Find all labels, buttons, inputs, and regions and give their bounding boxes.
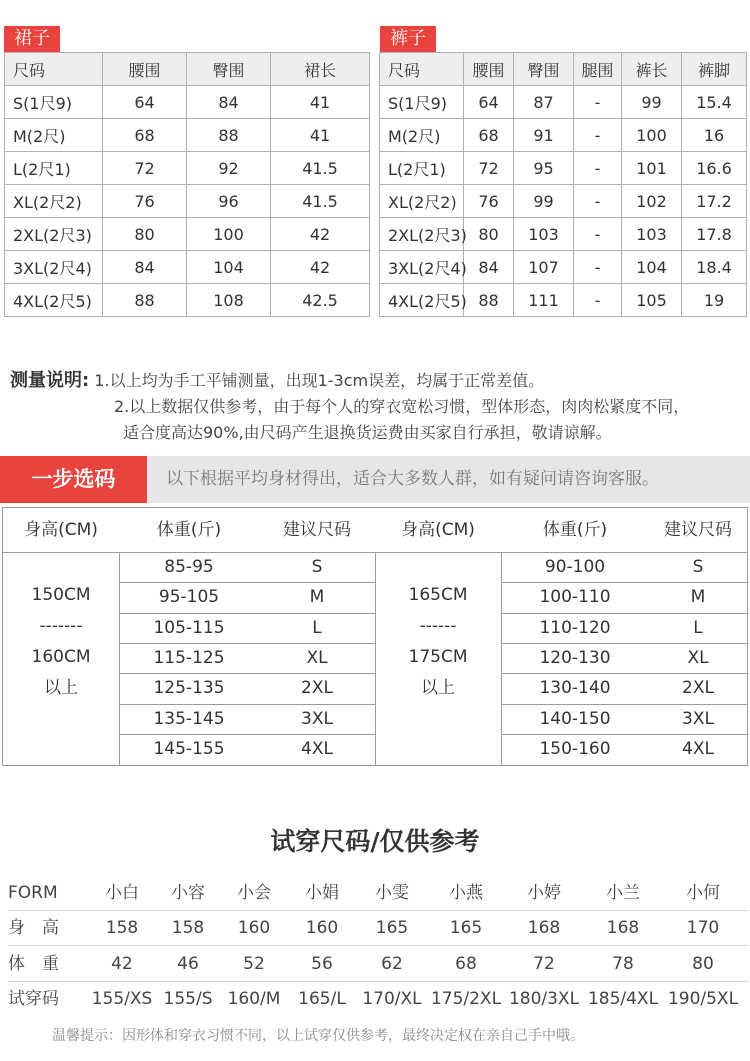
- measure-cell: 87: [514, 86, 574, 119]
- measure-cell: 103: [622, 218, 682, 251]
- tryon-row-label: 体 重: [8, 954, 59, 974]
- table-header-cell: 腰围: [103, 53, 187, 86]
- tryon-cell: 80: [692, 954, 714, 974]
- measure-cell: -: [574, 284, 622, 317]
- table-row: [5, 218, 370, 251]
- measure-cell: 100: [622, 119, 682, 152]
- row-divider: [119, 643, 375, 644]
- measure-cell: -: [574, 251, 622, 284]
- tryon-cell: 小兰: [606, 883, 640, 903]
- table-row: [380, 185, 747, 218]
- tryon-cell: 小会: [237, 883, 271, 903]
- height-line: ------: [419, 616, 457, 636]
- measure-cell: 88: [464, 284, 514, 317]
- measure-notes: [10, 368, 689, 446]
- weight-range-cell: 125-135: [153, 678, 225, 699]
- measure-cell: 64: [103, 86, 187, 119]
- measure-cell: 15.4: [682, 86, 747, 119]
- suggested-size-cell: XL: [687, 647, 709, 668]
- measure-cell: 104: [187, 251, 271, 284]
- tryon-cell: 165: [449, 918, 483, 938]
- measure-cell: -: [574, 218, 622, 251]
- rec-header-height-right: 身高(CM): [401, 520, 475, 540]
- measure-cell: 88: [103, 284, 187, 317]
- table-header-cell: 尺码: [380, 53, 464, 86]
- table-row: [5, 119, 370, 152]
- note-line-1: [10, 368, 689, 394]
- tryon-cell: 155/S: [163, 989, 213, 1009]
- size-label-cell: 2XL(2尺3): [380, 218, 464, 251]
- size-guide-banner: [0, 456, 750, 503]
- weight-range-cell: 120-130: [539, 647, 611, 668]
- skirt-table-body: [5, 53, 370, 317]
- tryon-cell: 165: [375, 918, 409, 938]
- table-header-cell: 腿围: [574, 53, 622, 86]
- suggested-size-cell: 2XL: [682, 678, 714, 699]
- tryon-cell: 52: [243, 954, 265, 974]
- measure-cell: 41.5: [271, 185, 370, 218]
- tryon-cell: 185/4XL: [587, 989, 659, 1009]
- tryon-cell: 小白: [105, 883, 139, 903]
- size-label-cell: L(2尺1): [380, 152, 464, 185]
- measure-cell: -: [574, 119, 622, 152]
- note-line-3: 适合度高达90%,由尺码产生退换货运费由买家自行承担，敬请谅解。: [123, 423, 612, 442]
- measure-cell: -: [574, 86, 622, 119]
- tryon-cell: 42: [111, 954, 133, 974]
- measure-cell: 84: [103, 251, 187, 284]
- tryon-cell: 170/XL: [362, 989, 422, 1009]
- skirt-size-table: [4, 52, 370, 317]
- size-label-cell: M(2尺): [5, 119, 103, 152]
- table-row: [380, 284, 747, 317]
- measure-cell: 42: [271, 218, 370, 251]
- table-header-row: [5, 53, 370, 86]
- measure-cell: 80: [103, 218, 187, 251]
- tryon-cell: 46: [177, 954, 199, 974]
- tryon-size-row: [8, 982, 748, 1016]
- measure-cell: 16: [682, 119, 747, 152]
- size-label-cell: XL(2尺2): [5, 185, 103, 218]
- measure-cell: 41.5: [271, 152, 370, 185]
- table-row: [380, 86, 747, 119]
- suggested-size-cell: S: [311, 557, 323, 577]
- tryon-cell: 168: [527, 918, 561, 938]
- size-guide-hint: 以下根据平均身材得出，适合大多数人群，如有疑问请咨询客服。: [166, 469, 659, 489]
- row-divider: [119, 673, 375, 674]
- rec-header-weight-right: 体重(斤): [542, 520, 608, 540]
- weight-range-cell: 85-95: [164, 557, 214, 577]
- suggested-size-cell: XL: [306, 647, 328, 668]
- row-divider: [501, 734, 747, 735]
- pants-table-body: [380, 53, 747, 317]
- measure-cell: 111: [514, 284, 574, 317]
- measure-cell: 103: [514, 218, 574, 251]
- measure-cell: 80: [464, 218, 514, 251]
- height-line: 150CM: [31, 585, 91, 605]
- size-label-cell: 4XL(2尺5): [5, 284, 103, 317]
- tryon-row-label: 试穿码: [8, 989, 59, 1009]
- table-header-cell: 腰围: [464, 53, 514, 86]
- size-label-cell: 2XL(2尺3): [5, 218, 103, 251]
- size-recommendation-table: [2, 507, 748, 766]
- rec-height-group-left: [3, 580, 119, 704]
- tryon-cell: 小何: [686, 883, 720, 903]
- measure-cell: 16.6: [682, 152, 747, 185]
- measure-cell: 42: [271, 251, 370, 284]
- size-label-cell: S(1尺9): [5, 86, 103, 119]
- height-line: 以上: [421, 678, 455, 698]
- row-divider: [501, 673, 747, 674]
- measure-cell: 17.8: [682, 218, 747, 251]
- row-divider: [501, 643, 747, 644]
- measure-cell: 100: [187, 218, 271, 251]
- tryon-cell: 小婷: [527, 883, 561, 903]
- tryon-height-row: [8, 911, 748, 945]
- measure-cell: 41: [271, 119, 370, 152]
- table-row: [380, 119, 747, 152]
- suggested-size-cell: M: [690, 587, 706, 608]
- table-row: [5, 251, 370, 284]
- tryon-cell: 160: [237, 918, 271, 938]
- measure-cell: 95: [514, 152, 574, 185]
- measure-cell: 99: [514, 185, 574, 218]
- measure-cell: 68: [464, 119, 514, 152]
- weight-range-cell: 95-105: [158, 587, 220, 608]
- suggested-size-cell: L: [693, 617, 703, 638]
- table-row: [5, 284, 370, 317]
- tryon-title: 试穿尺码/仅供参考: [270, 827, 480, 856]
- height-line: 165CM: [408, 585, 468, 605]
- tryon-cell: 155/XS: [91, 989, 153, 1009]
- pants-tag: 裤子: [380, 26, 436, 52]
- weight-range-cell: 145-155: [153, 738, 225, 759]
- measure-cell: 107: [514, 251, 574, 284]
- measure-cell: 84: [187, 86, 271, 119]
- measure-cell: 41: [271, 86, 370, 119]
- size-label-cell: 3XL(2尺4): [5, 251, 103, 284]
- weight-range-cell: 115-125: [153, 647, 225, 668]
- rec-header-size-left: 建议尺码: [283, 520, 351, 540]
- tryon-header-row: [8, 876, 748, 910]
- tryon-cell: 小容: [171, 883, 205, 903]
- suggested-size-cell: 4XL: [301, 738, 333, 759]
- weight-range-cell: 150-160: [539, 738, 611, 759]
- size-label-cell: 3XL(2尺4): [380, 251, 464, 284]
- measure-cell: 42.5: [271, 284, 370, 317]
- size-label-cell: XL(2尺2): [380, 185, 464, 218]
- row-divider: [119, 734, 375, 735]
- tryon-cell: 小雯: [375, 883, 409, 903]
- tryon-row-divider: [8, 945, 748, 946]
- suggested-size-cell: 3XL: [301, 708, 333, 729]
- weight-range-cell: 140-150: [539, 708, 611, 729]
- tryon-cell: 160: [305, 918, 339, 938]
- measure-cell: 91: [514, 119, 574, 152]
- size-label-cell: S(1尺9): [380, 86, 464, 119]
- skirt-tag: 裙子: [4, 26, 60, 52]
- measure-cell: 96: [187, 185, 271, 218]
- weight-range-cell: 105-115: [153, 617, 225, 638]
- rec-header-height-left: 身高(CM): [24, 520, 98, 540]
- tryon-cell: 180/3XL: [508, 989, 580, 1009]
- note-text-1: 1.以上均为手工平铺测量，出现1-3cm误差，均属于正常差值。: [94, 371, 545, 390]
- height-line: 以上: [44, 678, 78, 698]
- size-label-cell: L(2尺1): [5, 152, 103, 185]
- weight-range-cell: 130-140: [539, 678, 611, 699]
- row-divider: [501, 582, 747, 583]
- weight-range-cell: 100-110: [539, 587, 611, 608]
- suggested-size-cell: L: [312, 617, 322, 638]
- tryon-footnote: 温馨提示：因形体和穿衣习惯不同，以上试穿仅供参考，最终决定权在亲自己手中哦。: [52, 1028, 584, 1044]
- tryon-cell: 190/5XL: [667, 989, 739, 1009]
- size-guide-badge: 一步选码: [0, 456, 147, 503]
- measure-cell: 64: [464, 86, 514, 119]
- table-header-cell: 尺码: [5, 53, 103, 86]
- suggested-size-cell: 4XL: [682, 738, 714, 759]
- tryon-cell: 165/L: [298, 989, 346, 1009]
- measure-cell: 108: [187, 284, 271, 317]
- tryon-cell: 小娟: [305, 883, 339, 903]
- tryon-cell: 158: [171, 918, 205, 938]
- tryon-cell: 78: [612, 954, 634, 974]
- row-divider: [119, 613, 375, 614]
- tryon-weight-row: [8, 947, 748, 981]
- note-line-2: 2.以上数据仅供参考，由于每个人的穿衣宽松习惯，型体形态，肉肉松紧度不同，: [114, 397, 690, 416]
- rec-header-size-right: 建议尺码: [664, 520, 732, 540]
- suggested-size-cell: S: [692, 557, 704, 577]
- tryon-cell: 158: [105, 918, 139, 938]
- tryon-cell: 68: [455, 954, 477, 974]
- table-header-cell: 臀围: [514, 53, 574, 86]
- table-header-cell: 裤脚: [682, 53, 747, 86]
- tryon-cell: 56: [311, 954, 333, 974]
- height-line: -------: [39, 616, 83, 636]
- rec-header-weight-left: 体重(斤): [156, 520, 222, 540]
- measure-cell: 76: [464, 185, 514, 218]
- row-divider: [501, 613, 747, 614]
- table-row: [380, 218, 747, 251]
- measure-cell: 19: [682, 284, 747, 317]
- tryon-cell: 160/M: [227, 989, 281, 1009]
- row-divider: [119, 582, 375, 583]
- pants-size-table: [379, 52, 747, 317]
- table-row: [380, 251, 747, 284]
- measure-cell: 84: [464, 251, 514, 284]
- table-row: [380, 152, 747, 185]
- size-label-cell: M(2尺): [380, 119, 464, 152]
- measure-cell: 105: [622, 284, 682, 317]
- tryon-cell: 175/2XL: [430, 989, 502, 1009]
- weight-range-cell: 135-145: [153, 708, 225, 729]
- measure-cell: 102: [622, 185, 682, 218]
- suggested-size-cell: M: [309, 587, 325, 608]
- weight-range-cell: 110-120: [539, 617, 611, 638]
- suggested-size-cell: 2XL: [301, 678, 333, 699]
- measure-cell: 17.2: [682, 185, 747, 218]
- measure-cell: -: [574, 185, 622, 218]
- table-header-row: [380, 53, 747, 86]
- measure-cell: 18.4: [682, 251, 747, 284]
- row-divider: [119, 704, 375, 705]
- measure-cell: -: [574, 152, 622, 185]
- table-header-cell: 臀围: [187, 53, 271, 86]
- notes-title: 测量说明:: [10, 370, 90, 391]
- measure-cell: 72: [464, 152, 514, 185]
- table-row: [5, 185, 370, 218]
- height-line: 175CM: [408, 647, 468, 667]
- table-header-cell: 裙长: [271, 53, 370, 86]
- size-label-cell: 4XL(2尺5): [380, 284, 464, 317]
- measure-cell: 72: [103, 152, 187, 185]
- row-divider: [501, 704, 747, 705]
- tryon-cell: 72: [533, 954, 555, 974]
- height-line: 160CM: [31, 647, 91, 667]
- tryon-row-label: 身 高: [8, 918, 59, 938]
- table-row: [5, 86, 370, 119]
- measure-cell: 99: [622, 86, 682, 119]
- tryon-cell: 小燕: [449, 883, 483, 903]
- rec-height-group-right: [375, 580, 501, 704]
- measure-cell: 104: [622, 251, 682, 284]
- tryon-cell: 170: [686, 918, 720, 938]
- suggested-size-cell: 3XL: [682, 708, 714, 729]
- table-row: [5, 152, 370, 185]
- tryon-row-label: FORM: [8, 883, 58, 903]
- tryon-cell: 62: [381, 954, 403, 974]
- measure-cell: 68: [103, 119, 187, 152]
- weight-range-cell: 90-100: [544, 557, 606, 577]
- table-header-cell: 裤长: [622, 53, 682, 86]
- measure-cell: 88: [187, 119, 271, 152]
- measure-cell: 92: [187, 152, 271, 185]
- measure-cell: 76: [103, 185, 187, 218]
- tryon-cell: 168: [606, 918, 640, 938]
- measure-cell: 101: [622, 152, 682, 185]
